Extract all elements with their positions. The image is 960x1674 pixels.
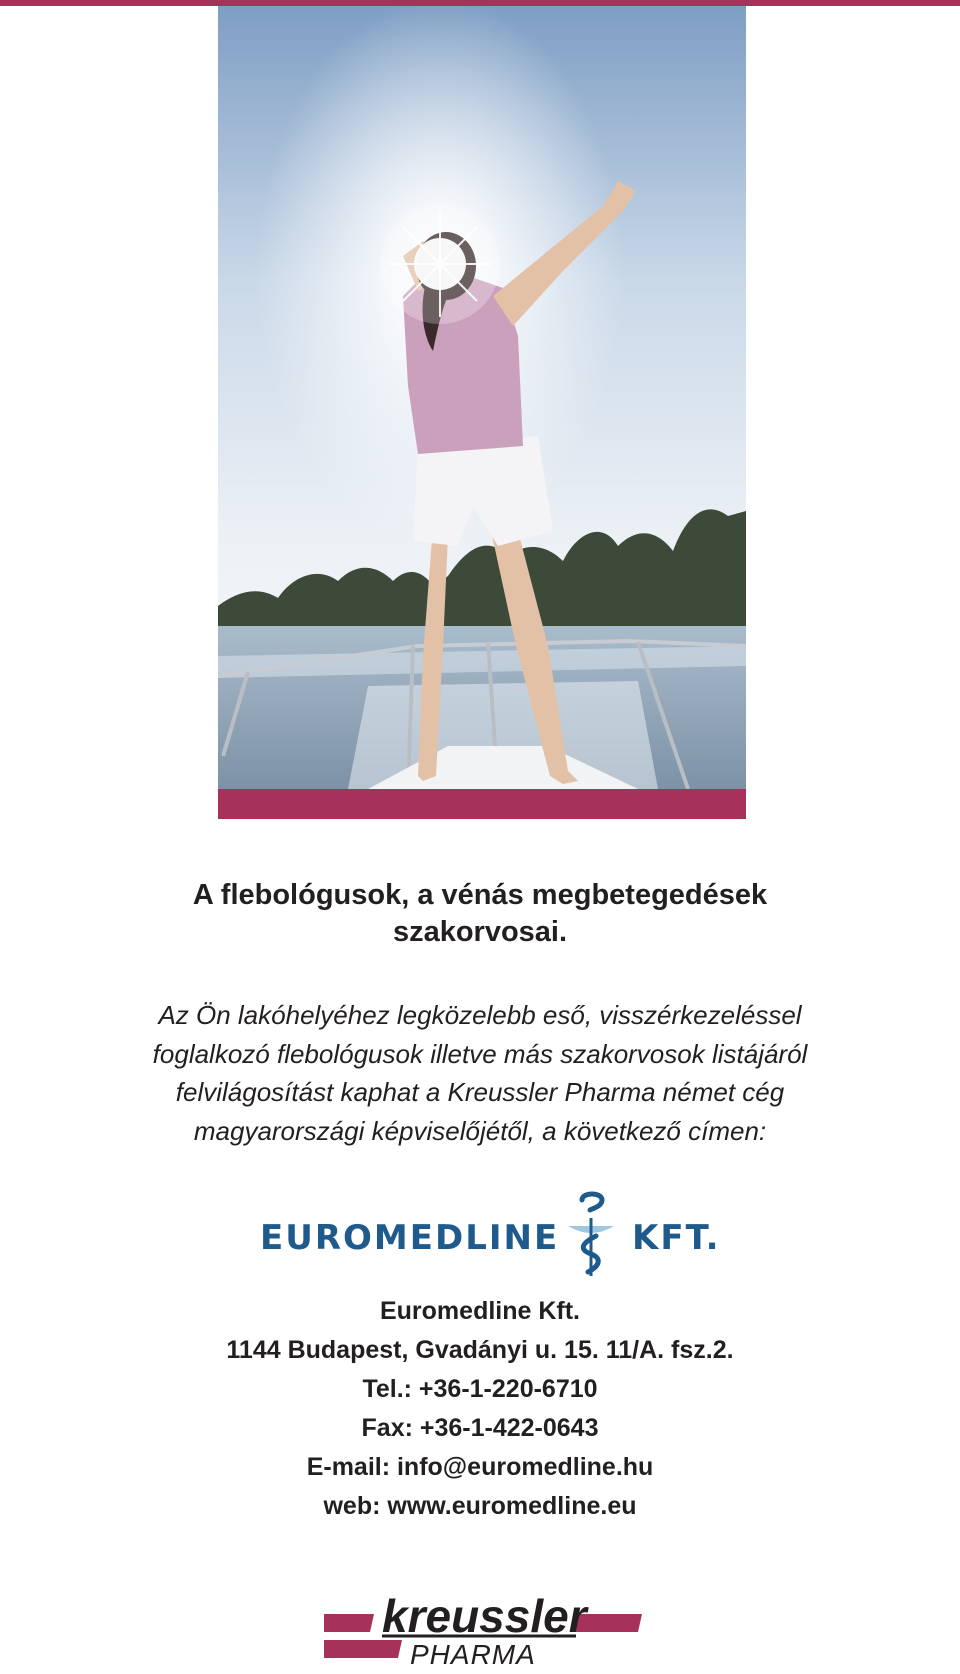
intro-line: Az Ön lakóhelyéhez legközelebb eső, visszérkezeléssel <box>158 1000 802 1030</box>
headline <box>0 877 960 951</box>
address: 1144 Budapest, Gvadányi u. 15. 11/A. fsz.2. <box>226 1336 734 1364</box>
kreussler-wordmark: kreussler <box>382 1590 587 1642</box>
pharma-wordmark: PHARMA <box>410 1639 536 1668</box>
website[interactable]: web: www.euromedline.eu <box>323 1492 637 1520</box>
euromedline-logo <box>0 1188 960 1278</box>
intro-line: foglalkozó flebológusok illetve más szakorvosok listájáról <box>152 1038 808 1069</box>
contact-block <box>0 1292 960 1526</box>
hero-photo <box>218 6 746 789</box>
headline-line: szakorvosai. <box>392 916 568 948</box>
fax: Fax: +36-1-422-0643 <box>361 1414 599 1442</box>
email[interactable]: E-mail: info@euromedline.hu <box>306 1453 654 1481</box>
intro-line: felvilágosítást kaphat a Kreussler Pharma német cég <box>175 1077 785 1107</box>
intro-line: magyarországi képviselőjétől, a következő címen: <box>193 1115 767 1146</box>
logo-text-euromedline: EUROMEDLINE <box>260 1218 560 1258</box>
logo-text-kft: KFT. <box>632 1218 721 1258</box>
photo-accent-band <box>218 789 746 819</box>
caduceus-icon <box>560 1188 622 1278</box>
intro-paragraph <box>0 996 960 1150</box>
woman-on-boat-photo <box>218 6 746 789</box>
telephone: Tel.: +36-1-220-6710 <box>362 1375 598 1403</box>
headline-line: A flebológusok, a vénás megbetegedések <box>192 879 768 911</box>
kreussler-pharma-logo <box>324 1572 642 1668</box>
company-name: Euromedline Kft. <box>379 1297 580 1325</box>
